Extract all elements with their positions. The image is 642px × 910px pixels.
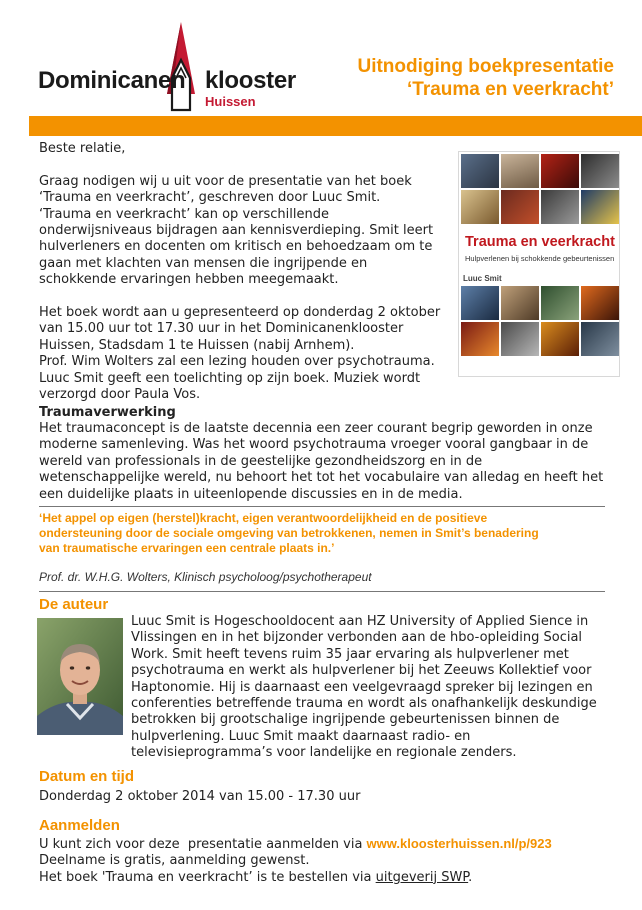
orange-divider-bar bbox=[29, 116, 642, 136]
bio-line: Haptonomie. Hij is daarnaast een veelgevraagd spreker bij lezingen en bbox=[131, 679, 593, 695]
paragraph-line: moderne samenleving. Was het woord psychotrauma vroeger vooral gangbaar in de bbox=[39, 437, 589, 453]
quote-block bbox=[39, 511, 629, 556]
cover-photo-tile bbox=[461, 286, 499, 320]
cover-photo-tile bbox=[541, 154, 579, 188]
event-line: verzorgd door Paula Vos. bbox=[39, 387, 201, 403]
salutation: Beste relatie, bbox=[39, 141, 126, 156]
intro-line: Graag nodigen wij u uit voor de presentatie van het boek bbox=[39, 173, 412, 189]
intro-line: onderwijsniveaus bijdragen aan kennisverdieping. Smit leert bbox=[39, 223, 434, 239]
logo-left-text: Dominicanen bbox=[38, 67, 186, 94]
section-heading: Traumaverwerking bbox=[39, 405, 176, 420]
publisher-link[interactable]: uitgeverij SWP bbox=[375, 869, 469, 885]
event-line: Huissen, Stadsdam 1 te Huissen (nabij Arnhem). bbox=[39, 337, 355, 353]
datum-text: Donderdag 2 oktober 2014 van 15.00 - 17.30 uur bbox=[39, 789, 361, 804]
intro-line: schokkende ervaringen hebben meegemaakt. bbox=[39, 272, 339, 288]
traumaverwerking-section bbox=[39, 405, 629, 503]
cover-photo-tile bbox=[501, 190, 539, 224]
cover-photo-tile bbox=[581, 154, 619, 188]
divider bbox=[39, 506, 605, 507]
cover-photo-tile bbox=[541, 190, 579, 224]
cover-title: Trauma en veerkracht bbox=[465, 234, 615, 250]
klooster-logo-icon bbox=[163, 20, 199, 112]
page-title-line-2: ‘Trauma en veerkracht’ bbox=[407, 79, 614, 100]
auteur-heading: De auteur bbox=[39, 596, 109, 613]
bio-line: hulpverlening. Luuc Smit maakt daarnaast radio- en bbox=[131, 728, 471, 744]
book-cover-image bbox=[459, 152, 619, 376]
cover-photo-tile bbox=[501, 286, 539, 320]
quote-attribution: Prof. dr. W.H.G. Wolters, Klinisch psycholoog/psychotherapeut bbox=[39, 570, 372, 584]
intro-line: ‘Trauma en veerkracht’ kan op verschillende bbox=[39, 206, 329, 222]
event-line: van 15.00 uur tot 17.30 uur in het Dominicanenklooster bbox=[39, 321, 404, 337]
aanmelden-line-2: Deelname is gratis, aanmelding gewenst. bbox=[39, 853, 310, 869]
bio-line: televisieprogramma’s voor landelijke en regionale zenders. bbox=[131, 745, 517, 761]
header bbox=[0, 0, 642, 116]
cover-photo-tile bbox=[501, 322, 539, 356]
auteur-bio bbox=[131, 614, 631, 762]
bio-line: Luuc Smit is Hogeschooldocent aan HZ University of Applied Sience in bbox=[131, 614, 589, 629]
author-portrait-icon bbox=[37, 618, 123, 735]
paragraph-line: een duidelijke plaats in uiteenlopende discussies en in de media. bbox=[39, 486, 463, 502]
paragraph-line: wereld van professionals in de geestelijke gezondheidszorg en in de bbox=[39, 453, 483, 469]
event-line: Luuc Smit geeft een toelichting op zijn boek. Muziek wordt bbox=[39, 370, 421, 386]
datum-heading: Datum en tijd bbox=[39, 768, 135, 785]
aanmelden-line-1 bbox=[39, 836, 629, 853]
aanmelden-heading: Aanmelden bbox=[39, 817, 120, 834]
paragraph-line: wetenschappelijke wereld, nu behoort het tot het vocabulaire van alledag en heeft het bbox=[39, 470, 604, 486]
order-text: Het boek 'Trauma en veerkracht’ is te bestellen via bbox=[39, 869, 376, 885]
cover-photo-tile bbox=[461, 322, 499, 356]
intro-section bbox=[39, 141, 454, 403]
cover-photo-tile bbox=[541, 286, 579, 320]
paragraph-line: Het traumaconcept is de laatste decennia een zeer courant begrip geworden in onze bbox=[39, 421, 593, 436]
event-line: Prof. Wim Wolters zal een lezing houden over psychotrauma. bbox=[39, 354, 435, 370]
logo-subtitle: Huissen bbox=[205, 94, 256, 109]
cover-photo-tile bbox=[581, 190, 619, 224]
author-photo bbox=[37, 618, 123, 735]
intro-line: gaan met klachten van mensen die ingrijpende en bbox=[39, 255, 368, 271]
event-line: Het boek wordt aan u gepresenteerd op donderdag 2 oktober bbox=[39, 305, 441, 321]
quote-line: van traumatische ervaringen een centrale plaats in.’ bbox=[39, 541, 335, 555]
cover-photo-tile bbox=[541, 322, 579, 356]
cover-photo-tile bbox=[461, 190, 499, 224]
bio-line: Work. Smit heeft tevens ruim 35 jaar ervaring als hulpverlener met bbox=[131, 646, 569, 662]
quote-line: ‘Het appel op eigen (herstel)kracht, eigen verantwoordelijkheid en de positieve bbox=[39, 511, 488, 525]
cover-photo-tile bbox=[461, 154, 499, 188]
bio-line: Vlissingen en in het bijzonder verbonden aan de hbo-opleiding Social bbox=[131, 630, 583, 646]
page-title-line-1: Uitnodiging boekpresentatie bbox=[357, 56, 614, 77]
aanmelden-line-3 bbox=[39, 870, 629, 886]
aanmelden-text: U kunt zich voor deze presentatie aanmelden via bbox=[39, 837, 367, 852]
registration-link[interactable]: www.kloosterhuissen.nl/p/923 bbox=[366, 836, 552, 851]
logo-right-text: klooster bbox=[205, 67, 296, 94]
intro-line: hulverleners en docenten om kritisch en behoedzaam om te bbox=[39, 239, 433, 255]
cover-photo-tile bbox=[581, 286, 619, 320]
aanmelden-section bbox=[39, 836, 629, 886]
bio-line: conferenties betreffende trauma en wordt als onafhankelijk deskundige bbox=[131, 696, 597, 712]
cover-photo-tile bbox=[581, 322, 619, 356]
cover-subtitle: Hulpverlenen bij schokkende gebeurtenissen bbox=[465, 254, 615, 263]
quote-line: ondersteuning door de sociale omgeving van betrokkenen, nemen in Smit’s benadering bbox=[39, 526, 539, 540]
bio-line: psychotrauma en werkt als hulpverlener bij het Zeeuws Kollektief voor bbox=[131, 663, 592, 679]
divider bbox=[39, 591, 605, 592]
cover-photo-tile bbox=[501, 154, 539, 188]
cover-author: Luuc Smit bbox=[463, 274, 502, 283]
intro-line: ‘Trauma en veerkracht’, geschreven door Luuc Smit. bbox=[39, 190, 381, 206]
bio-line: betrokken bij grootschalige ingrijpende gebeurtenissen binnen de bbox=[131, 712, 560, 728]
order-suffix: . bbox=[468, 869, 473, 885]
